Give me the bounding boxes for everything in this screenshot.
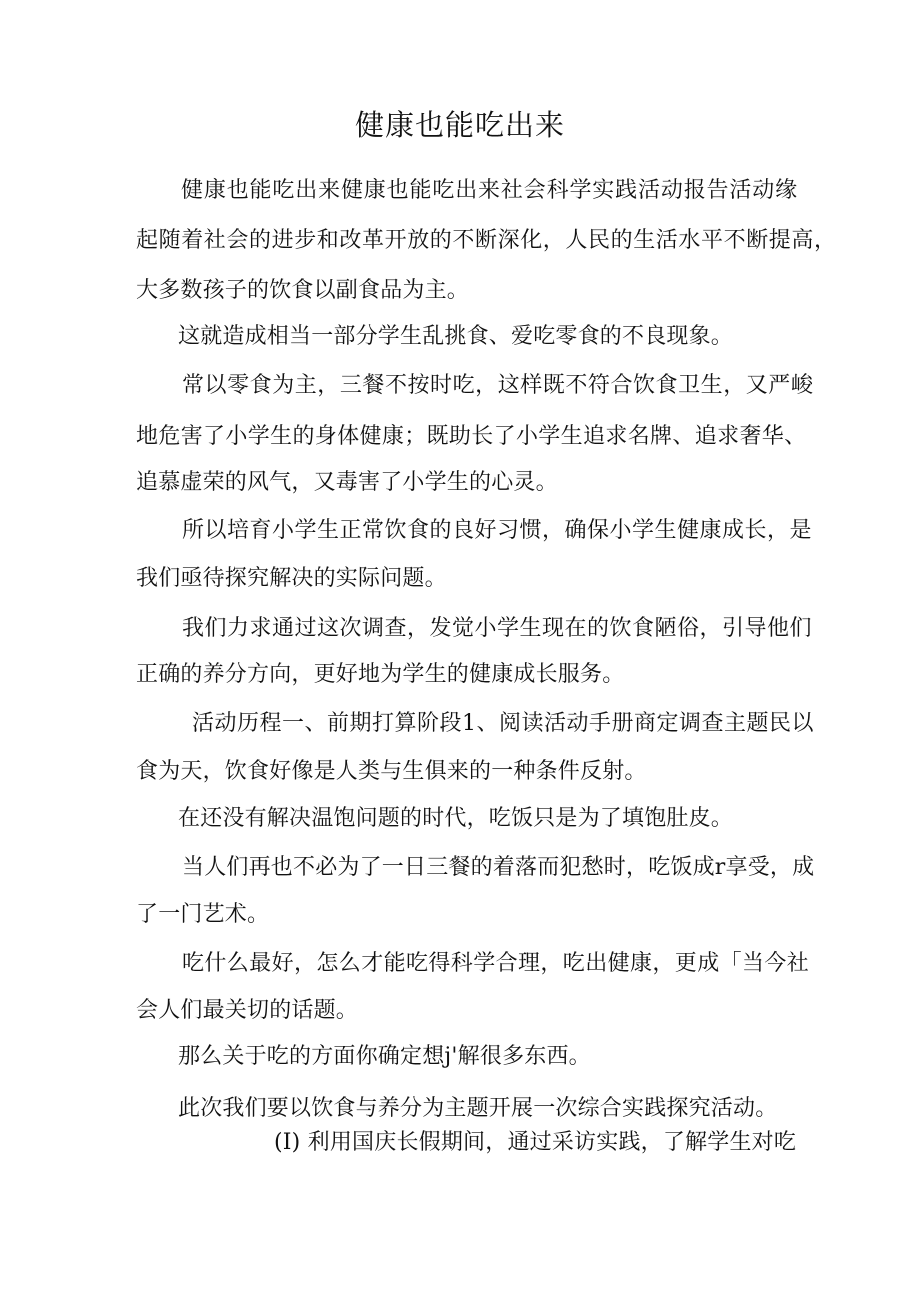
text-line: 正确的养分方向，更好地为学生的健康成长服务。 (136, 662, 625, 687)
text-line: (I) 利用国庆长假期间，通过采访实践，了解学生对吃 (274, 1130, 797, 1155)
text-line: 大多数孩子的饮食以副食品为主。 (136, 278, 470, 303)
text-line: 食为天，饮食好像是人类与生俱来的一种条件反射。 (136, 759, 647, 784)
text-line: 此次我们要以饮食与养分为主题开展一次综合实践探究活动。 (178, 1096, 778, 1121)
text-line: 追慕虚荣的风气，又毒害了小学生的心灵。 (136, 470, 558, 495)
text-line: 常以零食为主，三餐不按时吃，这样既不符合饮食卫生，又严峻 (182, 373, 814, 398)
text-line: 当人们再也不必为了一日三餐的着落而犯愁时，吃饭成r享受，成 (182, 855, 815, 880)
text-line: 地危害了小学生的身体健康；既助长了小学生追求名牌、追求奢华、 (136, 424, 807, 449)
text-line: 我们亟待探究解决的实际问题。 (136, 566, 447, 591)
text-line: 所以培育小学生正常饮食的良好习惯，确保小学生健康成长，是 (182, 518, 813, 543)
text-line: 活动历程一、前期打算阶段1、阅读活动手册商定调查主题民以 (192, 711, 814, 736)
text-line: 这就造成相当一部分学生乱挑食、爱吃零食的不良现象。 (178, 324, 734, 349)
document-title: 健康也能吃出来 (354, 108, 565, 142)
text-line: 那么关于吃的方面你确定想j'解很多东西。 (178, 1044, 591, 1069)
text-line: 会人们最关切的话题。 (136, 998, 359, 1023)
text-line: 健康也能吃出来健康也能吃出来社会科学实践活动报告活动缘 (181, 178, 798, 203)
text-line: 起随着社会的进步和改革开放的不断深化，人民的生活水平不断提高， (136, 228, 837, 253)
text-line: 在还没有解决温饱问题的时代，吃饭只是为了填饱肚皮。 (178, 806, 734, 831)
text-line: 吃什么最好，怎么才能吃得科学合理，吃出健康，更成「当今社 (182, 951, 810, 976)
text-line: 我们力求通过这次调查，发觉小学生现在的饮食陋俗，引导他们 (182, 616, 813, 641)
text-line: 了一门艺术。 (136, 902, 270, 927)
